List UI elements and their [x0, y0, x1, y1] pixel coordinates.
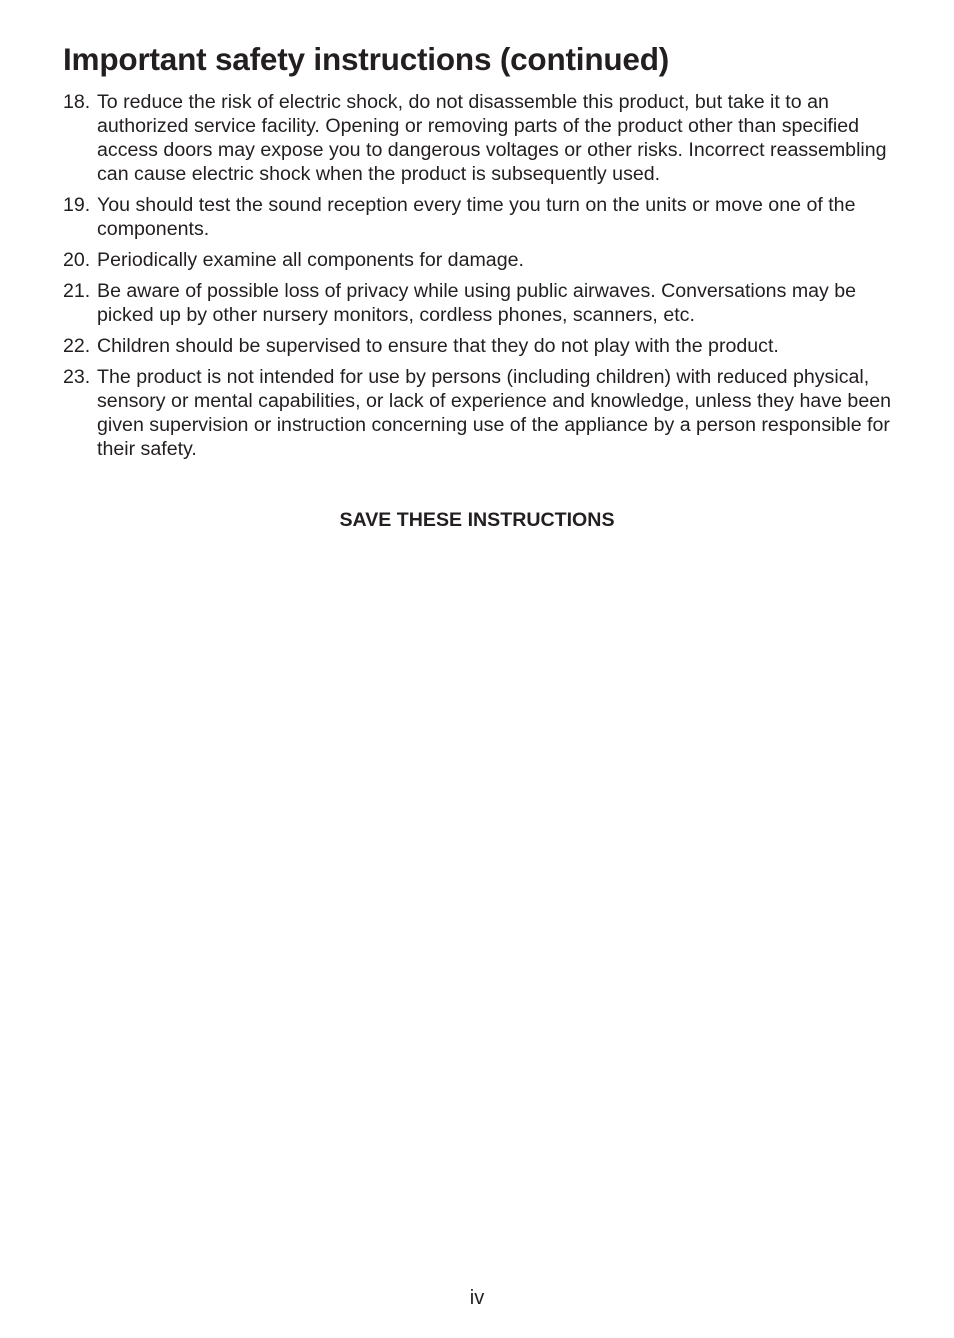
save-instructions-note: SAVE THESE INSTRUCTIONS [339, 509, 615, 531]
item-text: Be aware of possible loss of privacy while using public airwaves. Conversations may be picked up by other nursery monitors, cordless phones, scanners, etc. [97, 280, 857, 326]
instruction-item-20 [63, 248, 893, 272]
instruction-item-18 [63, 90, 893, 186]
item-number: 23. [63, 366, 91, 388]
item-text: To reduce the risk of electric shock, do not disassemble this product, but take it to an authorized service facility. Opening or removing parts of the product other than specified access doors may expose you to dangerous voltages or other risks. Incorrect reassembling can cause electric shock when the product is subsequently used. [97, 91, 887, 185]
instruction-list [63, 90, 893, 468]
instruction-item-22 [63, 334, 893, 358]
item-number: 18. [63, 91, 91, 113]
page-number: iv [469, 1287, 485, 1309]
item-text: Children should be supervised to ensure that they do not play with the product. [97, 335, 779, 357]
page-title: Important safety instructions (continued) [63, 41, 670, 77]
item-number: 22. [63, 335, 91, 357]
item-text: Periodically examine all components for damage. [97, 249, 524, 271]
item-number: 21. [63, 280, 91, 302]
item-text: The product is not intended for use by persons (including children) with reduced physical, sensory or mental capabilities, or lack of experience and knowledge, unless they have been given supervision or instruction concerning use of the appliance by a person responsible for their safety. [97, 366, 892, 460]
item-number: 20. [63, 249, 91, 271]
instruction-item-23 [63, 365, 893, 461]
instruction-item-19 [63, 193, 893, 241]
instruction-item-21 [63, 279, 893, 327]
item-number: 19. [63, 194, 91, 216]
item-text: You should test the sound reception every time you turn on the units or move one of the components. [97, 194, 856, 240]
